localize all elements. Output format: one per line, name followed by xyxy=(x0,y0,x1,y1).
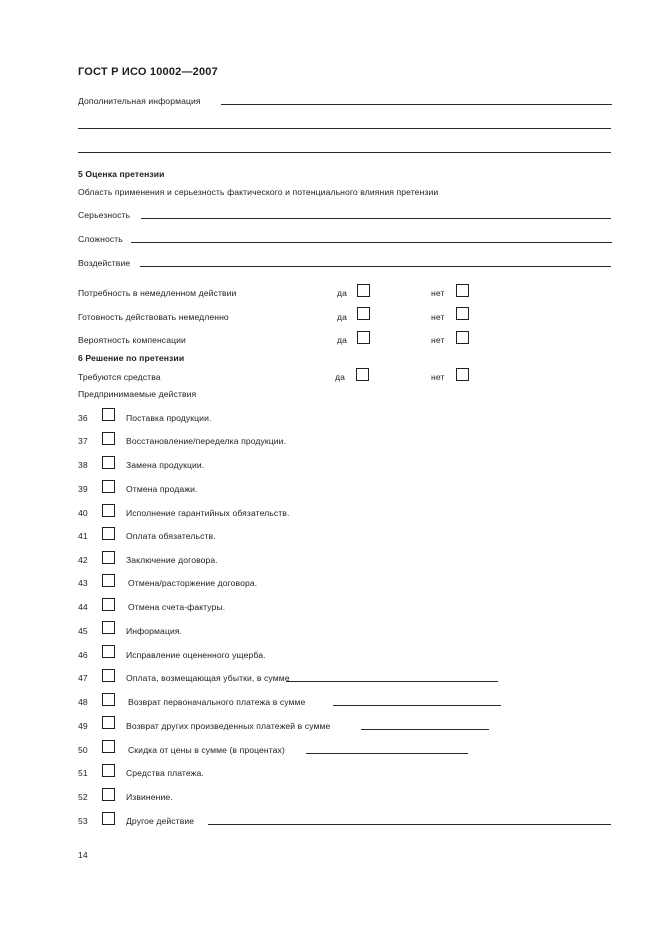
yes-checkbox-immediate-action[interactable] xyxy=(357,284,370,297)
action-checkbox[interactable] xyxy=(102,788,115,801)
action-label: Замена продукции. xyxy=(126,460,205,470)
yes-label: да xyxy=(337,335,347,345)
action-checkbox[interactable] xyxy=(102,716,115,729)
no-label: нет xyxy=(431,372,445,382)
question-immediate-action: Потребность в немедленном действии xyxy=(78,288,237,298)
no-label: нет xyxy=(431,312,445,322)
additional-info-line-1[interactable] xyxy=(221,104,612,105)
action-checkbox[interactable] xyxy=(102,598,115,611)
section-6-heading: 6 Решение по претензии xyxy=(78,353,185,363)
complexity-input-line[interactable] xyxy=(131,242,612,243)
action-label: Заключение договора. xyxy=(126,555,218,565)
complexity-label: Сложность xyxy=(78,234,123,244)
yes-label: да xyxy=(337,312,347,322)
question-readiness: Готовность действовать немедленно xyxy=(78,312,229,322)
action-checkbox[interactable] xyxy=(102,574,115,587)
action-checkbox[interactable] xyxy=(102,480,115,493)
action-checkbox[interactable] xyxy=(102,551,115,564)
action-label: Скидка от цены в сумме (в процентах) xyxy=(128,745,285,755)
action-checkbox[interactable] xyxy=(102,645,115,658)
additional-info-line-3[interactable] xyxy=(78,152,611,153)
action-number: 52 xyxy=(78,792,88,802)
action-label: Возврат других произведенных платежей в сумме xyxy=(126,721,331,731)
action-label: Исправление оцененного ущерба. xyxy=(126,650,266,660)
severity-label: Серьезность xyxy=(78,210,131,220)
action-checkbox[interactable] xyxy=(102,527,115,540)
action-number: 44 xyxy=(78,602,88,612)
action-number: 47 xyxy=(78,673,88,683)
resources-label: Требуются средства xyxy=(78,372,161,382)
no-label: нет xyxy=(431,288,445,298)
question-compensation: Вероятность компенсации xyxy=(78,335,186,345)
action-number: 42 xyxy=(78,555,88,565)
page-number: 14 xyxy=(78,850,88,860)
action-label: Отмена/расторжение договора. xyxy=(128,578,258,588)
action-number: 46 xyxy=(78,650,88,660)
action-number: 39 xyxy=(78,484,88,494)
yes-checkbox-compensation[interactable] xyxy=(357,331,370,344)
amount-input-line-47[interactable] xyxy=(286,681,498,682)
document-title: ГОСТ Р ИСО 10002—2007 xyxy=(78,66,218,78)
action-number: 53 xyxy=(78,816,88,826)
action-checkbox[interactable] xyxy=(102,669,115,682)
action-checkbox[interactable] xyxy=(102,621,115,634)
action-number: 49 xyxy=(78,721,88,731)
yes-checkbox-resources[interactable] xyxy=(356,368,369,381)
action-checkbox[interactable] xyxy=(102,504,115,517)
action-checkbox[interactable] xyxy=(102,456,115,469)
action-checkbox[interactable] xyxy=(102,693,115,706)
additional-info-line-2[interactable] xyxy=(78,128,611,129)
impact-input-line[interactable] xyxy=(140,266,611,267)
no-checkbox-readiness[interactable] xyxy=(456,307,469,320)
severity-input-line[interactable] xyxy=(141,218,611,219)
section-5-subtitle: Область применения и серьезность фактического и потенциального влияния претензии xyxy=(78,187,439,197)
no-checkbox-immediate-action[interactable] xyxy=(456,284,469,297)
action-label: Другое действие xyxy=(126,816,195,826)
action-label: Отмена счета-фактуры. xyxy=(128,602,226,612)
action-number: 40 xyxy=(78,508,88,518)
action-label: Отмена продажи. xyxy=(126,484,198,494)
other-action-input-line[interactable] xyxy=(208,824,611,825)
impact-label: Воздействие xyxy=(78,258,131,268)
action-checkbox[interactable] xyxy=(102,432,115,445)
action-number: 51 xyxy=(78,768,88,778)
actions-heading: Предпринимаемые действия xyxy=(78,389,197,399)
action-label: Оплата, возмещающая убытки, в сумме xyxy=(126,673,290,683)
action-checkbox[interactable] xyxy=(102,764,115,777)
amount-input-line-48[interactable] xyxy=(333,705,501,706)
no-label: нет xyxy=(431,335,445,345)
action-label: Поставка продукции. xyxy=(126,413,212,423)
additional-info-label: Дополнительная информация xyxy=(78,96,201,106)
action-number: 41 xyxy=(78,531,88,541)
no-checkbox-resources[interactable] xyxy=(456,368,469,381)
percent-input-line-50[interactable] xyxy=(306,753,468,754)
action-checkbox[interactable] xyxy=(102,812,115,825)
action-label: Исполнение гарантийных обязательств. xyxy=(126,508,290,518)
action-number: 37 xyxy=(78,436,88,446)
action-label: Возврат первоначального платежа в сумме xyxy=(128,697,306,707)
yes-label: да xyxy=(337,288,347,298)
no-checkbox-compensation[interactable] xyxy=(456,331,469,344)
action-label: Информация. xyxy=(126,626,183,636)
action-label: Оплата обязательств. xyxy=(126,531,216,541)
yes-label: да xyxy=(335,372,345,382)
action-number: 50 xyxy=(78,745,88,755)
section-5-heading: 5 Оценка претензии xyxy=(78,169,165,179)
action-label: Средства платежа. xyxy=(126,768,204,778)
action-checkbox[interactable] xyxy=(102,740,115,753)
action-number: 38 xyxy=(78,460,88,470)
action-label: Извинение. xyxy=(126,792,173,802)
action-number: 45 xyxy=(78,626,88,636)
action-number: 43 xyxy=(78,578,88,588)
yes-checkbox-readiness[interactable] xyxy=(357,307,370,320)
action-number: 48 xyxy=(78,697,88,707)
action-checkbox[interactable] xyxy=(102,408,115,421)
amount-input-line-49[interactable] xyxy=(361,729,489,730)
action-label: Восстановление/переделка продукции. xyxy=(126,436,287,446)
action-number: 36 xyxy=(78,413,88,423)
